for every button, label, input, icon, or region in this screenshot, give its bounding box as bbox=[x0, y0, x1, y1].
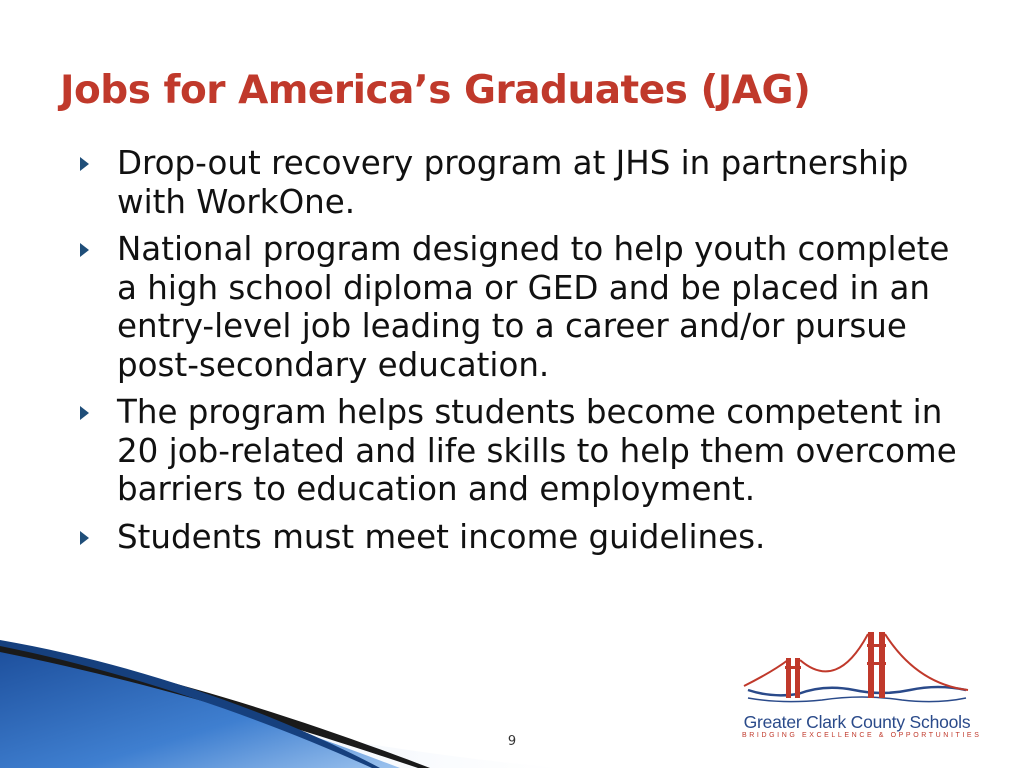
bullet-item bbox=[76, 230, 976, 384]
bullet-item bbox=[76, 393, 976, 509]
bullet-item bbox=[76, 144, 976, 221]
bullet-list bbox=[76, 144, 976, 565]
bullet-arrow-icon bbox=[80, 157, 89, 171]
bullet-item bbox=[76, 518, 976, 557]
logo-name: Greater Clark County Schools bbox=[743, 712, 971, 732]
bullet-text: The program helps students become competent in 20 job-related and life skills to help them overcome barriers to education and employment. bbox=[117, 393, 957, 508]
school-logo bbox=[742, 628, 982, 744]
bullet-arrow-icon bbox=[80, 243, 89, 257]
slide-title: Jobs for America’s Graduates (JAG) bbox=[60, 68, 811, 113]
bridge-logo-icon bbox=[742, 628, 972, 712]
bullet-text: Drop-out recovery program at JHS in partnership with WorkOne. bbox=[117, 144, 909, 221]
decorative-swoosh bbox=[0, 640, 560, 768]
bullet-text: Students must meet income guidelines. bbox=[117, 517, 766, 556]
page-number: 9 bbox=[507, 734, 517, 749]
logo-tagline: BRIDGING EXCELLENCE & OPPORTUNITIES bbox=[742, 732, 982, 739]
bullet-text: National program designed to help youth complete a high school diploma or GED and be placed in an entry-level job leading to a career and/or pursue post-secondary education. bbox=[117, 230, 950, 384]
bullet-arrow-icon bbox=[80, 531, 89, 545]
bullet-arrow-icon bbox=[80, 406, 89, 420]
